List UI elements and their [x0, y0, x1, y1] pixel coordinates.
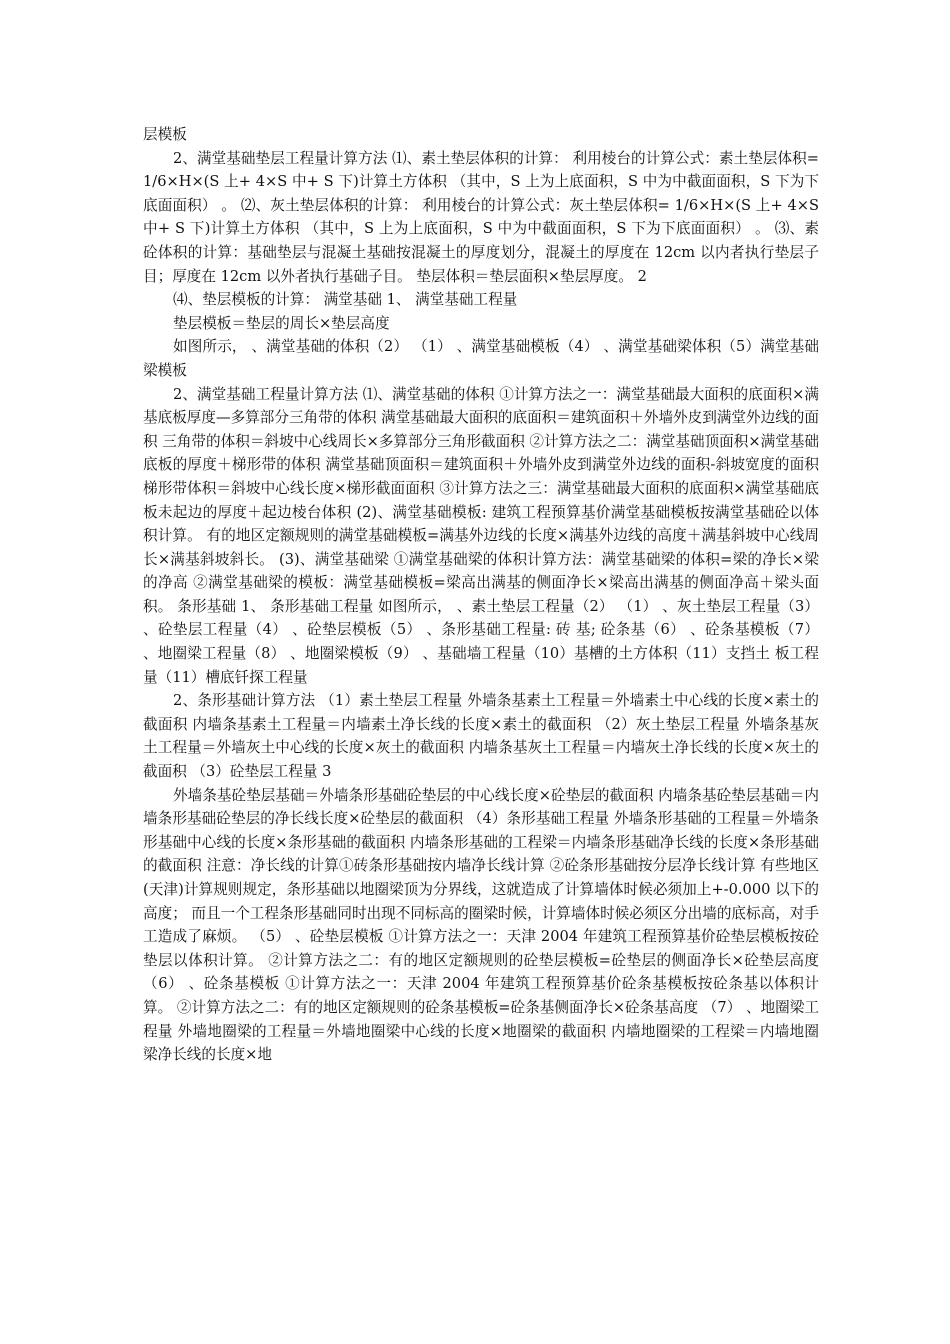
paragraph-5: 如图所示， 、满堂基础的体积（2） （1） 、满堂基础模板（4） 、满堂基础梁体积（5）满堂基础梁模板	[143, 338, 819, 379]
paragraph-1: 层模板	[143, 126, 187, 143]
paragraph-3: ⑷、垫层模板的计算： 满堂基础 1、 满堂基础工程量	[173, 291, 518, 309]
paragraph-8: 外墙条基砼垫层基础＝外墙条形基础砼垫层的中心线长度×砼垫层的截面积 内墙条基砼垫层基础＝内墙条形基础砼垫层的净长线长度×砼垫层的截面积 （4）条形基础工程量 外墙条形基础的工程量＝外墙条形基础中心线的长度×条形基础的截面积 内墙条形基础的工程梁＝内墙条形基础净长线的长度×条形基础的截面积 注意：净长线的计算①砖条形基础按内墙净长线计算 ②砼条形基础按分层净长线计算 有些地区(天津)计算规则规定，条形基础以地圈梁顶为分界线，这就造成了计算墙体时候必须加上+-0.000 以下的高度； 而且一个工程条形基础同时出现不同标高的圈梁时候，计算墙体时候必须区分出墙的底标高，对手工造成了麻烦。 （5） 、砼垫层模板 ①计算方法之一：天津 2004 年建筑工程预算基价砼垫层模板按砼垫层以体积计算。 ②计算方法之二：有的地区定额规则的砼垫层模板=砼垫层的侧面净长×砼垫层高度 （6） 、砼条基模板 ①计算方法之一：天津 2004 年建筑工程预算基价砼条基模板按砼条基以体积计算。 ②计算方法之二：有的地区定额规则的砼条基模板=砼条基侧面净长×砼条基高度 （7） 、地圈梁工程量 外墙地圈梁的工程量＝外墙地圈梁中心线的长度×地圈梁的截面积 内墙地圈梁的工程梁＝内墙地圈梁净长线的长度×地	[143, 786, 819, 1064]
paragraph-6: 2、满堂基础工程量计算方法 ⑴、满堂基础的体积 ①计算方法之一：满堂基础最大面积的底面积×满基底板厚度—多算部分三角带的体积 满堂基础最大面积的底面积＝建筑面积＋外墙外皮到满堂外边线的面积 三角带的体积＝斜坡中心线周长×多算部分三角形截面积 ②计算方法之二：满堂基础顶面积×满堂基础底板的厚度＋梯形带的体积 满堂基础顶面积＝建筑面积＋外墙外皮到满堂外边线的面积-斜坡宽度的面积 梯形带体积＝斜坡中心线长度×梯形截面面积 ③计算方法之三：满堂基础最大面积的底面积×满堂基础底板未起边的厚度＋起边棱台体积 (2)、满堂基础模板: 建筑工程预算基价满堂基础模板按满堂基础砼以体积计算。 有的地区定额规则的满堂基础模板=满基外边线的长度×满基外边线的高度＋满基斜坡中心线周长×满基斜坡斜长。 (3)、满堂基础梁 ①满堂基础梁的体积计算方法：满堂基础梁的体积=梁的净长×梁的净高 ②满堂基础梁的模板：满堂基础模板=梁高出满基的侧面净长×梁高出满基的侧面净高＋梁头面积。 条形基础 1、 条形基础工程量 如图所示， 、素土垫层工程量（2） （1） 、灰土垫层工程量（3） 、砼垫层工程量（4） 、砼垫层模板（5） 、条形基础工程量: 砖 基; 砼条基（6） 、砼条基模板（7） 、地圈梁工程量（8） 、地圈梁模板（9） 、基础墙工程量（10）基槽的土方体积（11）支挡土 板工程量（11）槽底钎探工程量	[143, 385, 819, 686]
paragraph-2: 2、满堂基础垫层工程量计算方法 ⑴、素土垫层体积的计算： 利用棱台的计算公式：素土垫层体积=1/6×H×(S 上+ 4×S 中+ S 下)计算土方体积 （其中，S 上为上底面积，S 中为中截面面积，S 下为下底面面积） 。 ⑵、灰土垫层体积的计算： 利用棱台的计算公式：灰土垫层体积= 1/6×H×(S 上+ 4×S 中+ S 下)计算土方体积 （其中，S 上为上底面积，S 中为中截面面积，S 下为下底面面积） 。 ⑶、素砼体积的计算：基础垫层与混凝土基础按混凝土的厚度划分，混凝土的厚度在 12cm 以内者执行垫层子目；厚度在 12cm 以外者执行基础子目。 垫层体积＝垫层面积×垫层厚度。 2	[143, 149, 819, 285]
document-body	[143, 123, 819, 1067]
paragraph-4: 垫层模板＝垫层的周长×垫层高度	[173, 314, 390, 332]
paragraph-7: 2、条形基础计算方法 （1）素土垫层工程量 外墙条基素土工程量＝外墙素土中心线的长度×素土的截面积 内墙条基素土工程量＝内墙素土净长线的长度×素土的截面积 （2）灰土垫层工程量 外墙条基灰土工程量＝外墙灰土中心线的长度×灰土的截面积 内墙条基灰土工程量＝内墙灰土净长线的长度×灰土的截面积 （3）砼垫层工程量 3	[143, 692, 819, 781]
